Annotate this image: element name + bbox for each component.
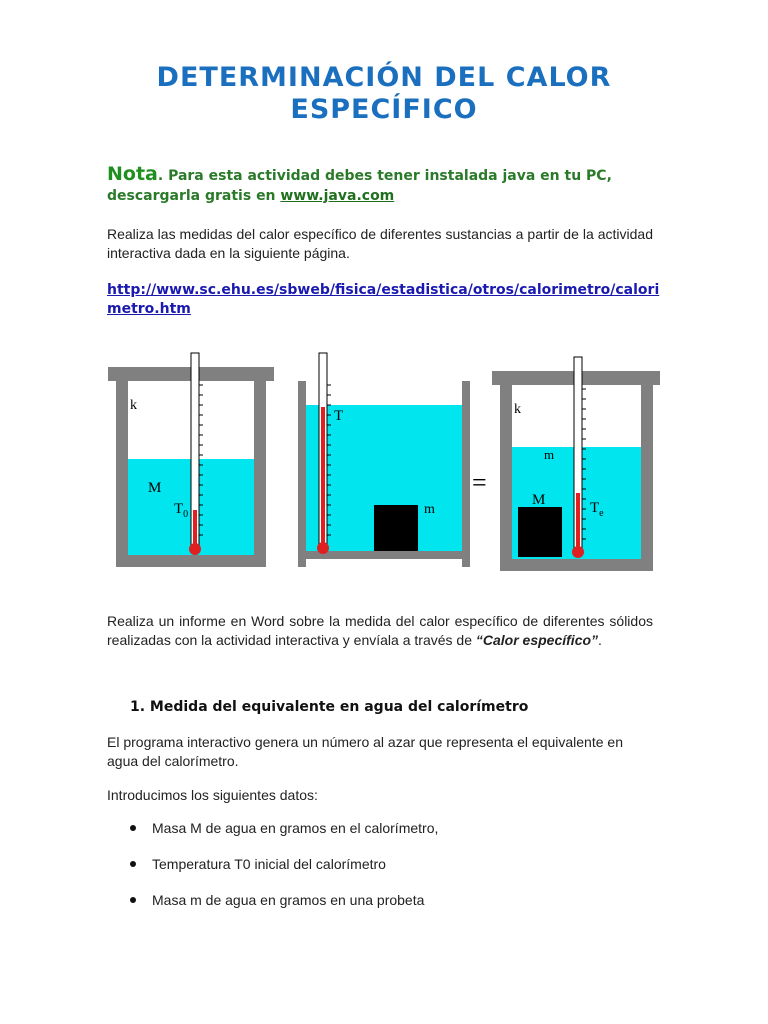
intro-paragraph: Realiza las medidas del calor específico de diferentes sustancias a partir de la actividad interactiva dada en la siguiente página. <box>107 226 653 261</box>
label-k-1: k <box>130 398 137 413</box>
note-text: Para esta actividad debes tener instalada java en tu PC, descargarla gratis en <box>107 168 612 204</box>
report-paragraph <box>107 612 653 650</box>
calorimeter-url-link[interactable]: http://www.sc.ehu.es/sbweb/fisica/estadistica/otros/calorimetro/calorimetro.htm <box>107 282 660 317</box>
list-item: Masa m de agua en gramos en una probeta <box>130 890 438 926</box>
note-label: Nota <box>107 163 158 185</box>
solid-block-M <box>518 507 562 557</box>
wall-left-1 <box>116 381 128 567</box>
probeta-block <box>298 353 470 567</box>
title-line-2: ESPECÍFICO <box>290 94 478 125</box>
label-M-1: M <box>148 480 162 496</box>
equals-sign: = <box>472 468 487 497</box>
label-k-3: k <box>514 402 521 417</box>
thermometer-1 <box>189 353 203 555</box>
label-T0-main: T <box>174 501 184 517</box>
label-T: T <box>334 408 344 424</box>
wall-right-2 <box>462 381 470 567</box>
label-M-3: M <box>532 492 546 508</box>
label-Te-main: T <box>590 500 600 516</box>
program-paragraph: El programa interactivo genera un número al azar que representa el equivalente en agua del calorímetro. <box>107 734 623 769</box>
report-period: . <box>598 632 602 648</box>
note-period: . <box>157 168 164 184</box>
solid-block-m <box>374 505 418 551</box>
wall-right-3 <box>641 385 653 571</box>
calor-especifico-ref: “Calor específico” <box>475 632 599 648</box>
wall-right-1 <box>254 381 266 567</box>
java-link[interactable]: www.java.com <box>280 188 395 204</box>
label-m-3: m <box>544 447 555 462</box>
title-line-1: DETERMINACIÓN DEL CALOR <box>156 62 612 93</box>
report-text: Realiza un informe en Word sobre la medida del calor específico de diferentes sólidos realizadas con la actividad interactiva y envíala a través de <box>107 613 653 648</box>
label-Te-sub: e <box>599 508 604 519</box>
calorimeter-diagram <box>100 345 670 575</box>
list-item: Temperatura T0 inicial del calorímetro <box>130 854 438 890</box>
wall-left-2 <box>298 381 306 567</box>
calorimeter-final <box>492 357 660 571</box>
list-item: Masa M de agua en gramos en el calorímetro, <box>130 818 438 854</box>
floor-3 <box>500 559 653 571</box>
label-m-2: m <box>424 502 435 517</box>
label-T0-sub: 0 <box>183 509 189 520</box>
page-title <box>60 62 708 126</box>
data-intro-paragraph: Introducimos los siguientes datos: <box>107 787 318 803</box>
java-note <box>107 164 667 206</box>
floor-1 <box>116 555 266 567</box>
data-list <box>130 818 438 926</box>
section-heading: 1. Medida del equivalente en agua del calorímetro <box>130 699 529 715</box>
calorimeter-initial <box>108 353 274 567</box>
wall-left-3 <box>500 385 512 571</box>
